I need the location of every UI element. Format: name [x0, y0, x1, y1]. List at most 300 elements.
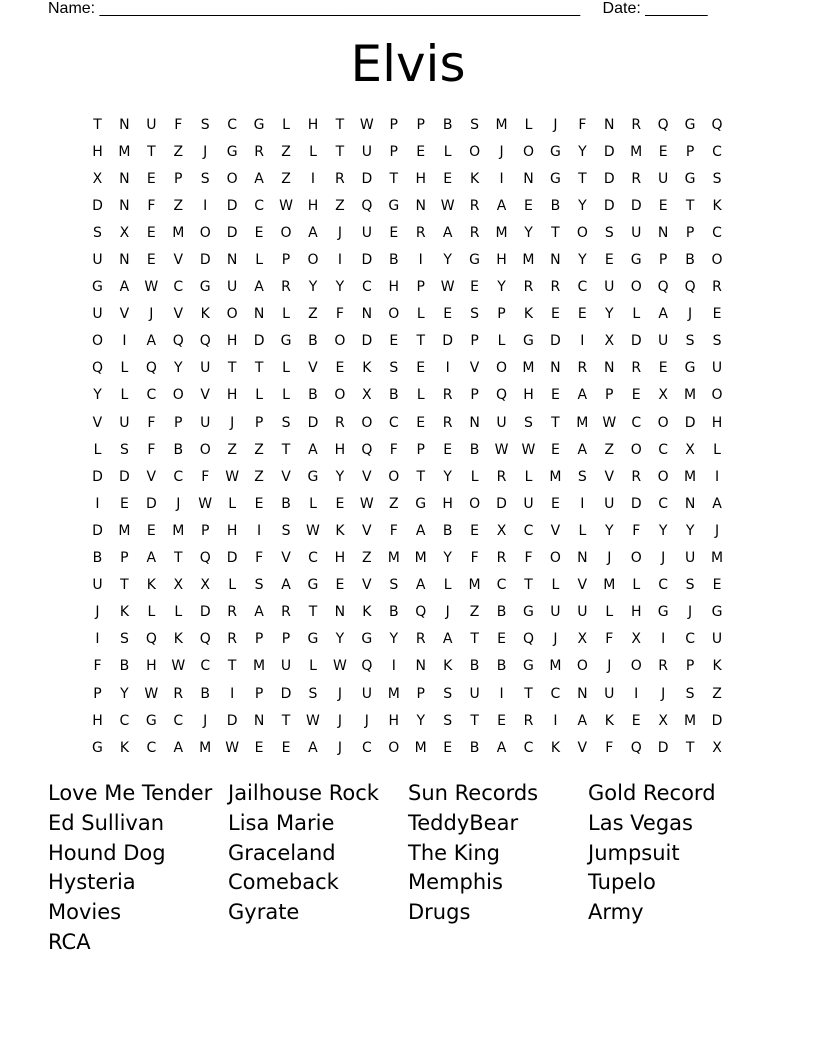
grid-letter: A	[119, 279, 130, 296]
grid-letter: N	[361, 306, 373, 323]
grid-letter: M	[684, 712, 697, 729]
grid-letter: P	[685, 143, 695, 160]
grid-letter: W	[198, 495, 213, 512]
grid-letter: G	[523, 604, 534, 621]
grid-letter: M	[710, 550, 724, 567]
grid-letter: R	[442, 414, 453, 431]
grid-letter: J	[176, 495, 181, 512]
grid-letter: A	[577, 712, 588, 729]
grid-letter: H	[442, 495, 453, 512]
grid-letter: V	[577, 577, 588, 594]
grid-letter: O	[549, 550, 561, 567]
grid-letter: C	[173, 712, 184, 729]
grid-letter: I	[499, 170, 504, 187]
grid-letter: A	[308, 441, 318, 458]
grid-letter: O	[469, 495, 481, 512]
grid-letter: G	[415, 495, 427, 512]
grid-letter: O	[630, 550, 642, 567]
grid-letter: P	[685, 658, 695, 675]
grid-letter: R	[712, 279, 722, 296]
grid-letter: R	[442, 387, 453, 404]
grid-letter: Y	[497, 279, 506, 296]
grid-letter: D	[199, 604, 211, 621]
grid-letter: P	[254, 685, 264, 702]
grid-letter: R	[631, 360, 642, 377]
grid-letter: U	[469, 685, 480, 702]
grid-letter: E	[389, 333, 399, 350]
grid-letter: W	[359, 116, 374, 133]
grid-letter: E	[389, 224, 399, 241]
grid-letter: Q	[199, 550, 211, 567]
grid-letter: E	[335, 495, 345, 512]
grid-letter: A	[146, 550, 157, 567]
grid-letter: B	[92, 550, 103, 567]
grid-letter: U	[496, 414, 507, 431]
grid-letter: T	[120, 577, 129, 594]
grid-letter: M	[468, 577, 481, 594]
grid-letter: L	[120, 387, 129, 404]
grid-letter: D	[253, 333, 265, 350]
grid-letter: O	[199, 224, 211, 241]
grid-letter: M	[387, 550, 400, 567]
grid-letter: D	[119, 468, 130, 485]
grid-letter: K	[119, 739, 129, 756]
grid-letter: L	[524, 468, 533, 485]
grid-letter: B	[550, 197, 561, 214]
grid-letter: V	[362, 522, 372, 539]
letter-grid	[84, 111, 731, 761]
grid-letter: O	[576, 224, 588, 241]
grid-letter: Z	[388, 495, 399, 512]
grid-letter: S	[119, 441, 129, 458]
grid-letter: G	[684, 170, 696, 187]
grid-letter: N	[604, 116, 615, 133]
grid-letter: N	[253, 712, 265, 729]
grid-letter: N	[577, 685, 588, 702]
grid-letter: J	[230, 414, 235, 431]
grid-letter: U	[361, 224, 372, 241]
grid-letter: M	[253, 658, 266, 675]
grid-letter: F	[524, 550, 533, 567]
grid-letter: S	[281, 414, 291, 431]
grid-letter: J	[337, 712, 342, 729]
grid-letter: K	[523, 306, 534, 323]
grid-letter: M	[495, 224, 508, 241]
grid-letter: J	[607, 550, 612, 567]
grid-letter: I	[714, 468, 720, 485]
grid-letter: E	[550, 306, 560, 323]
grid-letter: D	[361, 170, 373, 187]
grid-letter: I	[418, 252, 423, 269]
grid-letter: F	[335, 306, 344, 323]
grid-letter: O	[388, 739, 400, 756]
grid-letter: I	[580, 333, 585, 350]
grid-letter: W	[279, 197, 293, 214]
grid-letter: T	[335, 116, 345, 133]
grid-letter: A	[173, 739, 184, 756]
grid-letter: D	[630, 197, 642, 214]
grid-letter: T	[551, 414, 560, 431]
grid-letter: D	[630, 495, 642, 512]
grid-letter: T	[227, 360, 237, 377]
grid-letter: B	[200, 685, 211, 702]
grid-letter: U	[658, 333, 669, 350]
grid-letter: O	[199, 441, 211, 458]
grid-letter: C	[361, 739, 372, 756]
grid-letter: M	[549, 658, 562, 675]
grid-letter: P	[605, 387, 614, 404]
grid-letter: L	[147, 604, 156, 621]
grid-letter: Z	[281, 170, 291, 187]
grid-letter: U	[604, 685, 615, 702]
grid-letter: G	[657, 604, 669, 621]
grid-letter: Y	[578, 143, 587, 160]
grid-letter: S	[524, 414, 533, 431]
grid-letter: P	[416, 116, 425, 133]
grid-letter: D	[711, 712, 723, 729]
grid-letter: T	[524, 577, 533, 594]
grid-letter: F	[605, 739, 614, 756]
grid-letter: E	[550, 387, 560, 404]
grid-letter: H	[415, 170, 426, 187]
grid-letter: B	[388, 252, 399, 269]
grid-letter: D	[550, 333, 561, 350]
grid-letter: A	[712, 495, 722, 512]
grid-letter: H	[226, 333, 238, 350]
grid-letter: G	[523, 658, 534, 675]
grid-letter: L	[524, 116, 533, 133]
grid-letter: G	[226, 143, 238, 160]
grid-letter: R	[631, 468, 642, 485]
grid-letter: E	[524, 197, 533, 214]
grid-letter: O	[334, 387, 346, 404]
grid-letter: A	[415, 577, 426, 594]
grid-letter: Q	[361, 197, 373, 214]
grid-letter: R	[631, 116, 642, 133]
grid-letter: L	[713, 441, 721, 458]
grid-letter: I	[499, 685, 504, 702]
grid-letter: N	[253, 306, 265, 323]
grid-letter: A	[308, 224, 318, 241]
grid-letter: L	[228, 495, 237, 512]
grid-letter: J	[337, 685, 342, 702]
grid-letter: N	[684, 495, 696, 512]
grid-letter: Y	[174, 360, 183, 377]
grid-letter: G	[280, 333, 292, 350]
grid-letter: Q	[199, 631, 211, 648]
grid-letter: K	[173, 631, 183, 648]
grid-letter: F	[147, 197, 156, 214]
grid-letter: L	[416, 387, 425, 404]
grid-letter: Q	[657, 279, 669, 296]
grid-letter: P	[416, 685, 425, 702]
grid-letter: N	[119, 252, 130, 269]
page-title: Elvis	[350, 35, 466, 93]
grid-letter: Q	[361, 441, 373, 458]
grid-letter: M	[630, 143, 643, 160]
grid-letter: Q	[415, 604, 427, 621]
grid-letter: R	[469, 197, 480, 214]
word-list-item: Sun Records	[408, 781, 539, 805]
grid-letter: A	[146, 333, 157, 350]
grid-letter: G	[92, 279, 103, 296]
grid-letter: U	[146, 116, 157, 133]
grid-letter: M	[522, 360, 535, 377]
grid-letter: T	[416, 468, 425, 485]
grid-letter: E	[281, 739, 291, 756]
grid-letter: C	[658, 577, 669, 594]
grid-letter: L	[228, 577, 237, 594]
grid-letter: G	[361, 631, 373, 648]
grid-letter: G	[549, 170, 561, 187]
grid-letter: Y	[578, 197, 587, 214]
grid-letter: E	[658, 360, 668, 377]
grid-letter: E	[119, 495, 129, 512]
word-list-item: Memphis	[408, 870, 503, 895]
grid-letter: U	[523, 495, 534, 512]
grid-letter: B	[469, 441, 480, 458]
grid-letter: O	[226, 170, 238, 187]
grid-letter: Y	[443, 550, 452, 567]
grid-letter: S	[389, 360, 399, 377]
grid-letter: I	[122, 333, 127, 350]
grid-letter: V	[281, 550, 291, 567]
grid-letter: O	[496, 360, 508, 377]
grid-letter: E	[658, 143, 668, 160]
grid-letter: Z	[227, 441, 237, 458]
grid-letter: N	[334, 604, 346, 621]
grid-letter: G	[523, 333, 534, 350]
grid-letter: C	[712, 224, 722, 241]
grid-letter: F	[93, 658, 102, 675]
grid-letter: J	[688, 306, 693, 323]
grid-letter: O	[361, 414, 373, 431]
grid-letter: P	[685, 224, 695, 241]
grid-letter: I	[337, 252, 342, 269]
grid-letter: U	[577, 604, 588, 621]
grid-letter: H	[92, 143, 103, 160]
grid-letter: H	[307, 116, 319, 133]
grid-letter: G	[145, 712, 157, 729]
grid-letter: C	[496, 577, 507, 594]
grid-letter: F	[255, 550, 264, 567]
grid-letter: P	[658, 252, 668, 269]
grid-letter: D	[603, 170, 615, 187]
grid-letter: T	[147, 143, 156, 160]
grid-letter: U	[604, 279, 615, 296]
grid-letter: P	[120, 550, 129, 567]
grid-letter: X	[119, 224, 130, 241]
grid-letter: A	[577, 441, 588, 458]
grid-letter: D	[307, 414, 319, 431]
grid-letter: J	[364, 712, 369, 729]
grid-letter: L	[443, 577, 452, 594]
grid-letter: L	[551, 577, 560, 594]
grid-letter: E	[497, 712, 506, 729]
grid-letter: A	[254, 604, 264, 621]
grid-letter: D	[657, 739, 669, 756]
grid-letter: A	[308, 739, 318, 756]
grid-letter: D	[226, 550, 238, 567]
grid-letter: R	[523, 712, 534, 729]
grid-letter: N	[523, 170, 534, 187]
grid-letter: J	[553, 631, 558, 648]
grid-letter: R	[631, 170, 642, 187]
grid-letter: Q	[91, 360, 103, 377]
grid-letter: W	[332, 658, 347, 675]
grid-letter: E	[254, 739, 264, 756]
grid-letter: U	[200, 414, 211, 431]
grid-letter: T	[308, 604, 318, 621]
grid-letter: C	[146, 387, 157, 404]
grid-letter: A	[442, 631, 453, 648]
grid-letter: V	[308, 360, 318, 377]
grid-letter: S	[685, 333, 695, 350]
grid-letter: R	[577, 360, 588, 377]
grid-letter: M	[603, 577, 616, 594]
grid-letter: E	[658, 197, 668, 214]
grid-letter: O	[388, 468, 400, 485]
grid-letter: E	[335, 360, 345, 377]
grid-letter: S	[712, 170, 722, 187]
grid-letter: J	[203, 143, 208, 160]
grid-letter: H	[388, 712, 400, 729]
grid-letter: V	[92, 414, 103, 431]
grid-letter: L	[282, 306, 290, 323]
grid-letter: U	[361, 685, 372, 702]
grid-letter: V	[362, 468, 372, 485]
grid-letter: Y	[685, 522, 695, 539]
grid-letter: P	[389, 116, 398, 133]
grid-letter: L	[416, 306, 425, 323]
grid-letter: D	[684, 414, 696, 431]
grid-letter: D	[361, 252, 373, 269]
grid-letter: C	[146, 739, 157, 756]
grid-letter: R	[227, 604, 238, 621]
grid-letter: N	[415, 197, 426, 214]
grid-letter: E	[631, 712, 641, 729]
grid-letter: B	[496, 604, 507, 621]
grid-letter: N	[119, 197, 130, 214]
grid-letter: W	[440, 197, 455, 214]
grid-letter: T	[470, 631, 479, 648]
grid-letter: T	[416, 333, 425, 350]
grid-letter: E	[470, 522, 480, 539]
grid-letter: I	[553, 712, 558, 729]
grid-letter: T	[685, 197, 695, 214]
grid-letter: E	[712, 577, 722, 594]
grid-letter: G	[630, 252, 642, 269]
grid-letter: S	[577, 468, 587, 485]
grid-letter: Y	[335, 279, 345, 296]
grid-letter: W	[144, 279, 159, 296]
grid-letter: R	[335, 414, 345, 431]
grid-letter: N	[119, 116, 130, 133]
grid-letter: R	[658, 658, 669, 675]
grid-letter: B	[469, 739, 480, 756]
grid-letter: K	[335, 522, 345, 539]
grid-letter: X	[712, 739, 722, 756]
grid-letter: V	[577, 739, 588, 756]
grid-letter: Y	[524, 224, 533, 241]
grid-letter: J	[337, 224, 342, 241]
grid-letter: C	[173, 279, 184, 296]
grid-letter: H	[226, 387, 238, 404]
grid-letter: E	[443, 170, 453, 187]
grid-letter: S	[308, 685, 318, 702]
grid-letter: W	[359, 495, 374, 512]
header-line	[48, 0, 748, 20]
grid-letter: C	[523, 522, 534, 539]
grid-letter: L	[309, 143, 317, 160]
grid-letter: B	[119, 658, 130, 675]
grid-letter: L	[309, 495, 317, 512]
grid-letter: B	[685, 252, 695, 269]
grid-letter: C	[254, 197, 264, 214]
grid-letter: O	[630, 441, 642, 458]
grid-letter: B	[173, 441, 184, 458]
grid-letter: Z	[362, 550, 372, 567]
grid-letter: M	[414, 739, 427, 756]
grid-letter: U	[92, 252, 103, 269]
word-list-item: TeddyBear	[408, 810, 519, 835]
grid-letter: P	[93, 685, 102, 702]
grid-letter: P	[200, 522, 210, 539]
grid-letter: N	[657, 224, 669, 241]
grid-letter: Q	[172, 333, 184, 350]
grid-letter: R	[469, 224, 480, 241]
grid-letter: L	[578, 522, 587, 539]
grid-letter: T	[551, 224, 560, 241]
grid-letter: G	[92, 739, 103, 756]
grid-letter: S	[119, 631, 129, 648]
grid-letter: Z	[335, 197, 345, 214]
grid-letter: L	[309, 658, 317, 675]
grid-letter: E	[416, 414, 426, 431]
grid-letter: T	[254, 360, 264, 377]
grid-letter: G	[199, 279, 211, 296]
word-list-item: RCA	[48, 929, 91, 954]
grid-letter: E	[604, 252, 614, 269]
grid-letter: J	[553, 116, 558, 133]
word-list-item: Comeback	[228, 870, 339, 895]
grid-letter: O	[657, 414, 669, 431]
grid-letter: E	[146, 252, 156, 269]
grid-letter: Q	[199, 333, 211, 350]
grid-letter: P	[254, 414, 264, 431]
grid-letter: I	[95, 495, 100, 512]
grid-letter: W	[225, 739, 240, 756]
grid-letter: L	[497, 333, 506, 350]
grid-letter: E	[146, 224, 156, 241]
grid-letter: T	[389, 170, 399, 187]
grid-letter: D	[603, 143, 615, 160]
grid-letter: U	[631, 224, 642, 241]
grid-letter: S	[93, 224, 102, 241]
grid-letter: Y	[416, 712, 425, 729]
grid-letter: T	[578, 170, 587, 187]
word-list-item: Drugs	[408, 900, 471, 925]
grid-letter: N	[550, 360, 561, 377]
grid-letter: V	[173, 252, 184, 269]
grid-letter: V	[281, 468, 291, 485]
grid-letter: O	[388, 306, 400, 323]
grid-letter: U	[658, 170, 669, 187]
grid-letter: B	[496, 658, 507, 675]
grid-letter: F	[389, 441, 398, 458]
date-field-label: Date: _______	[602, 0, 708, 17]
grid-letter: N	[226, 252, 238, 269]
